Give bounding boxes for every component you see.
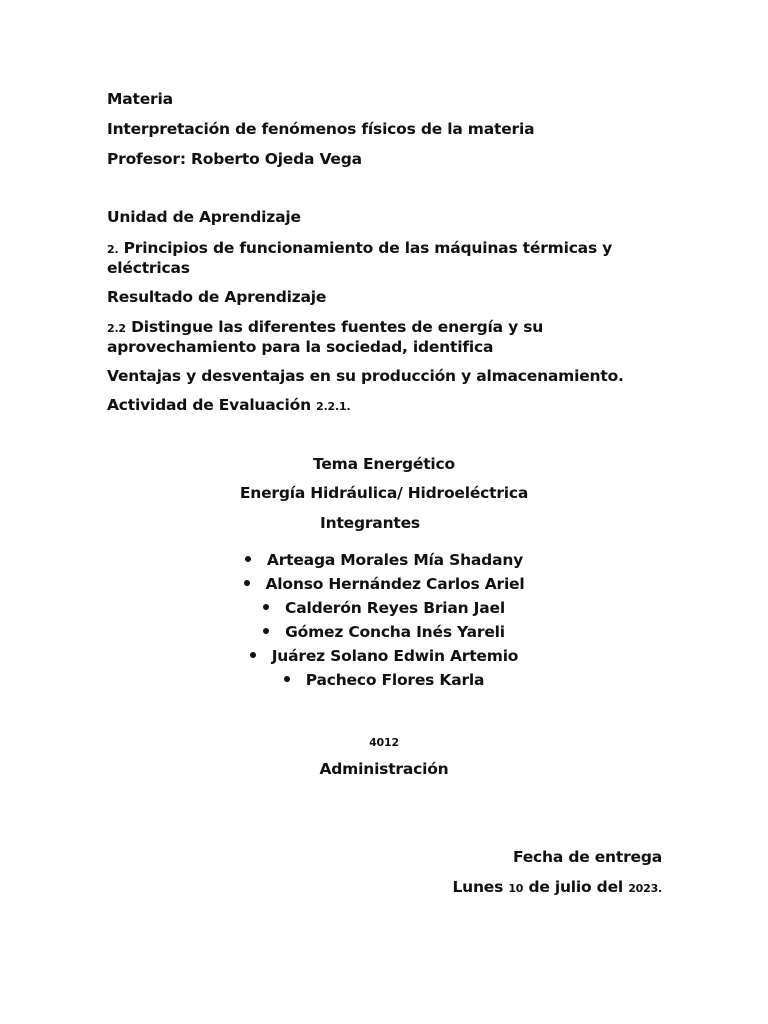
bullet-icon: [263, 628, 269, 634]
entrega-label: Fecha de entrega: [512, 848, 662, 866]
unidad-description: Principios de funcionamiento de las máquinas térmicas y eléctricas: [107, 239, 613, 277]
materia-label: Materia: [107, 90, 173, 108]
entrega-year: 2023.: [628, 882, 662, 895]
materia-name: Interpretación de fenómenos físicos de la materia: [107, 120, 535, 138]
list-item: [0, 572, 768, 596]
resultado-line2: Ventajas y desventajas en su producción y almacenamiento.: [107, 367, 624, 385]
list-item: [0, 668, 768, 692]
bullet-icon: [263, 604, 269, 610]
tema-label: Tema Energético: [313, 455, 455, 473]
unidad-label: Unidad de Aprendizaje: [107, 208, 301, 226]
entrega-date-num: 10: [508, 882, 524, 895]
grupo-number: 4012: [369, 736, 399, 749]
bullet-icon: [284, 676, 290, 682]
actividad-label: Actividad de Evaluación: [107, 396, 311, 414]
member-name: Calderón Reyes Brian Jael: [285, 599, 505, 617]
entrega-date: [452, 878, 662, 898]
carrera-name: Administración: [319, 760, 449, 778]
integrantes-list: [0, 548, 768, 692]
unidad-number: 2.: [107, 243, 119, 256]
list-item: [0, 548, 768, 572]
resultado-number: 2.2: [107, 322, 126, 335]
list-item: [0, 596, 768, 620]
bullet-icon: [245, 556, 251, 562]
resultado-label: Resultado de Aprendizaje: [107, 288, 327, 306]
resultado-description: Distingue las diferentes fuentes de energía y su aprovechamiento para la sociedad, identifica: [107, 318, 544, 356]
integrantes-label: Integrantes: [320, 514, 420, 532]
bullet-icon: [250, 652, 256, 658]
profesor-line: Profesor: Roberto Ojeda Vega: [107, 150, 362, 168]
unidad-text: [107, 239, 627, 278]
list-item: [0, 644, 768, 668]
list-item: [0, 620, 768, 644]
actividad-number: 2.2.1.: [316, 400, 351, 413]
bullet-icon: [244, 580, 250, 586]
entrega-date-mid: de julio del: [528, 878, 623, 896]
member-name: Pacheco Flores Karla: [305, 671, 485, 689]
entrega-day: Lunes: [452, 878, 504, 896]
member-name: Gómez Concha Inés Yareli: [285, 623, 505, 641]
actividad-line: [107, 396, 350, 416]
resultado-text: [107, 318, 627, 357]
tema-value: Energía Hidráulica/ Hidroeléctrica: [239, 484, 529, 502]
member-name: Juárez Solano Edwin Artemio: [271, 647, 519, 665]
member-name: Arteaga Morales Mía Shadany: [266, 551, 524, 569]
member-name: Alonso Hernández Carlos Ariel: [265, 575, 525, 593]
